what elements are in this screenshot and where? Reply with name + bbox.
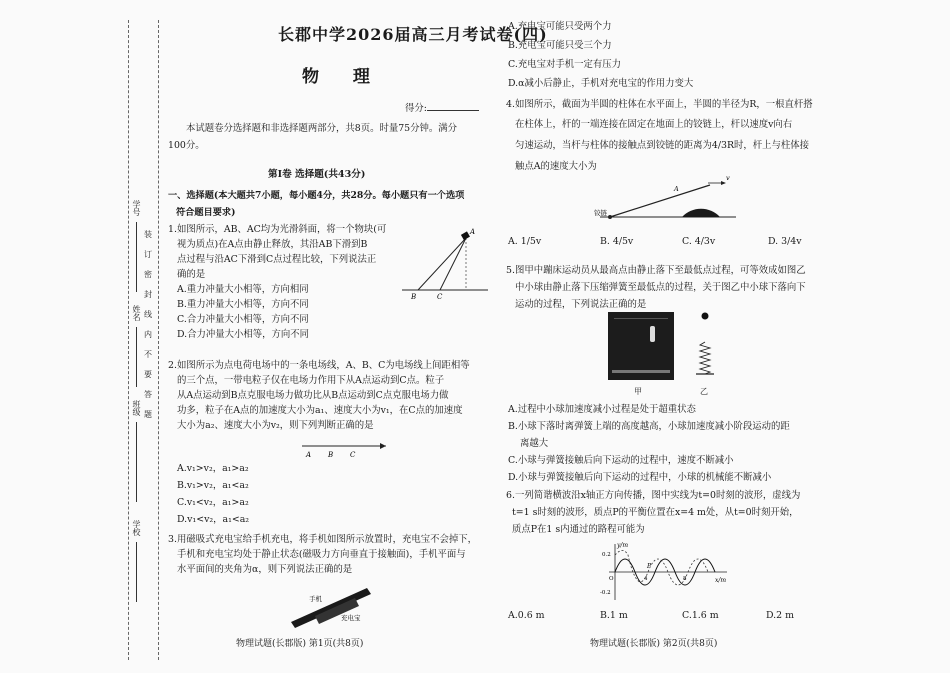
q4-label-a: A [674, 185, 679, 193]
q2-option-d[interactable]: D.v₁<v₂，a₁<a₂ [177, 514, 250, 525]
name-line [136, 327, 137, 387]
section-sub-1: 一、选择题(本大题共7小题，每小题4分，共28分。每小题只有一个选项 [168, 190, 465, 201]
dashed-line-2 [158, 20, 159, 660]
question-6 [506, 487, 800, 538]
q4-label-hinge: 铰链 [594, 209, 607, 217]
q1-option-b[interactable]: B.重力冲量大小相等，方向不同 [177, 299, 309, 310]
q4-figure [590, 175, 740, 225]
q4-hinge [608, 215, 612, 219]
q1-incline-ab [418, 238, 466, 290]
q5-figure-yi [690, 310, 720, 385]
q5-ball [702, 313, 709, 320]
q1-option-a[interactable]: A.重力冲量大小相等，方向相同 [177, 284, 309, 295]
footer-right: 物理试题(长郡版) 第2页(共8页) [590, 639, 718, 649]
q5-option-b-cont: 离越大 [520, 438, 549, 449]
q5-line: 运动的过程，下列说法正确的是 [515, 299, 647, 310]
q1-label-a: A [470, 228, 476, 236]
q4-half-cylinder [682, 209, 720, 217]
q2-line: 2.如图所示为点电荷电场中的一条电场线，A、B、C为电场线上间距相等 [168, 360, 470, 371]
q5-line: 中小球由静止落下压缩弹簧至最低点的过程，关于图乙中小球下落向下 [515, 282, 806, 293]
q6-line: 质点P在1 s内通过的路程可能为 [512, 524, 645, 535]
q6-dashed-wave [615, 551, 708, 586]
q5-option-c[interactable]: C.小球与弹簧接触后向下运动的过程中，速度不断减小 [508, 455, 734, 466]
q3-option-b[interactable]: B.充电宝可能只受三个力 [508, 40, 612, 51]
q5-photo-jia [608, 312, 674, 380]
q6-option-a[interactable]: A.0.6 m [508, 610, 545, 621]
q4-label-v: v [726, 175, 730, 182]
q2-options [177, 460, 249, 528]
q6-option-b[interactable]: B.1 m [600, 610, 628, 621]
q4-line: 匀速运动，当杆与柱体的接触点到铰链的距离为4/3R时，杆上与柱体接 [515, 140, 810, 151]
q5-label-yi: 乙 [700, 387, 708, 396]
q1-line: 点过程与沿AC下滑到C点过程比较，下列说法正 [177, 254, 377, 265]
intro-line-1: 本试题卷分选择题和非选择题两部分，共8页。时量75分钟。满分 [186, 123, 458, 134]
q6-y-tick-pos: 0.2 [602, 552, 611, 558]
exam-title: 长郡中学2026届高三月考试卷(四) [278, 25, 548, 44]
q5-option-d[interactable]: D.小球与弹簧接触后向下运动的过程中，小球的机械能不断减小 [508, 472, 772, 483]
class-label: 班级 [132, 400, 141, 416]
q6-x-label: x/m [715, 577, 727, 584]
student-no-label: 学号 [132, 200, 141, 216]
score-label: 得分: [405, 101, 479, 116]
q1-block [461, 231, 470, 240]
school-label: 学校 [132, 520, 141, 536]
q4-option-a[interactable]: A. 1/5v [508, 236, 542, 247]
q2-option-a[interactable]: A.v₁>v₂，a₁>a₂ [177, 463, 249, 474]
q2-figure [300, 440, 390, 460]
q3-option-c[interactable]: C.充电宝对手机一定有压力 [508, 59, 621, 70]
q4-option-d[interactable]: D. 3/4v [768, 236, 802, 247]
q6-line: t=1 s时刻的波形，质点P的平衡位置在x=4 m处，从t=0时刻开始， [512, 507, 799, 518]
q6-origin: O [609, 576, 614, 582]
q2-line: 功多，粒子在A点的加速度大小为a₁、速度大小为v₁，在C点的加速度 [177, 405, 463, 416]
q1-figure [400, 226, 490, 304]
q1-incline-ac [440, 238, 466, 290]
question-2 [168, 358, 470, 433]
q6-x-tick-8: 8 [683, 576, 687, 582]
q5-option-a[interactable]: A.过程中小球加速度减小过程是处于超重状态 [508, 404, 696, 415]
trampoline-bar [614, 318, 668, 319]
q4-line: 触点A的速度大小为 [515, 161, 597, 172]
subject-title: 物 理 [302, 67, 384, 87]
q3-phone [291, 588, 371, 628]
q3-line: 水平面间的夹角为α，则下列说法正确的是 [177, 564, 353, 575]
q4-option-c[interactable]: C. 4/3v [682, 236, 716, 247]
q1-option-d[interactable]: D.合力冲量大小相等，方向不同 [177, 329, 310, 340]
q1-option-c[interactable]: C.合力冲量大小相等，方向不同 [177, 314, 309, 325]
q3-figure [285, 580, 395, 630]
q3-option-a[interactable]: A.充电宝可能只受两个力 [508, 21, 612, 32]
q3-label-bank: 充电宝 [341, 614, 361, 622]
name-label: 姓名 [132, 305, 141, 321]
q2-line: 的三个点，一带电粒子仅在电场力作用下从A点运动到C点。粒子 [177, 375, 445, 386]
q5-line: 5.图甲中蹦床运动员从最高点由静止落下至最低点过程，可等效成如图乙 [506, 265, 806, 276]
jumper-figure [650, 326, 655, 342]
q2-line: 从A点运动到B点克服电场力做功比从B点运动到C点克服电场力做 [177, 390, 449, 401]
section-sub-2: 符合题目要求) [176, 207, 236, 218]
q6-y-label: y/m [617, 542, 629, 549]
question-5 [506, 262, 806, 313]
q2-label-c: C [350, 451, 356, 459]
q6-wave-figure [595, 540, 735, 604]
q4-option-b[interactable]: B. 4/5v [600, 236, 634, 247]
q3-line: 手机和充电宝均处于静止状态(磁吸力方向垂直于接触面)，手机平面与 [177, 549, 466, 560]
school-line [136, 542, 137, 602]
trampoline-bed [612, 370, 670, 373]
binding-margin [0, 0, 160, 673]
dashed-line-1 [128, 20, 129, 660]
q2-line: 大小为a₂、速度大小为v₂，则下列判断正确的是 [177, 420, 374, 431]
q5-label-jia: 甲 [634, 387, 642, 396]
q6-line: 6.一列简谐横波沿x轴正方向传播，图中实线为t=0时刻的波形，虚线为 [506, 490, 801, 501]
q4-line: 在柱体上，杆的一端连接在固定在地面上的铰链上，杆以速度v向右 [515, 119, 793, 130]
q5-option-b[interactable]: B.小球下落时离弹簧上端的高度越高，小球加速度减小阶段运动的距 [508, 421, 790, 432]
q2-option-c[interactable]: C.v₁<v₂，a₁>a₂ [177, 497, 249, 508]
q4-line: 4.如图所示，截面为半圆的柱体在水平面上，半圆的半径为R，一根直杆搭 [506, 99, 813, 110]
section-heading: 第Ⅰ卷 选择题(共43分) [268, 169, 366, 180]
q2-option-b[interactable]: B.v₁>v₂，a₁<a₂ [177, 480, 249, 491]
q6-option-d[interactable]: D.2 m [766, 610, 794, 621]
q3-line: 3.用磁吸式充电宝给手机充电，将手机如图所示放置时，充电宝不会掉下， [168, 534, 477, 545]
q6-x-tick-4: 4 [644, 576, 648, 582]
q1-line: 视为质点)在A点由静止释放，其沿AB下滑到B [177, 239, 368, 250]
intro-line-2: 100分。 [168, 140, 205, 151]
q3-options [508, 17, 693, 93]
q2-label-a: A [306, 451, 312, 459]
q1-line: 1.如图所示，AB、AC均为光滑斜面，将一个物块(可 [168, 224, 387, 235]
footer-left: 物理试题(长郡版) 第1页(共8页) [236, 639, 364, 649]
question-4 [506, 95, 813, 177]
q6-option-c[interactable]: C.1.6 m [682, 610, 719, 621]
student-no-line [136, 222, 137, 292]
q1-label-c: C [437, 293, 443, 301]
seal-text: 装 订 密 封 线 内 不 要 答 题 [144, 230, 152, 419]
q3-option-d[interactable]: D.α减小后静止，手机对充电宝的作用力变大 [508, 78, 694, 89]
q1-label-b: B [411, 293, 417, 301]
q5-spring [700, 342, 710, 374]
class-line [136, 422, 137, 502]
q5-options [508, 401, 790, 486]
question-3 [168, 532, 477, 577]
q2-arrow [380, 443, 386, 449]
question-1 [168, 222, 386, 342]
q6-y-tick-neg: -0.2 [600, 590, 611, 596]
q1-line: 确的是 [177, 269, 206, 280]
q3-label-phone: 手机 [309, 595, 322, 603]
q6-point-p: P [647, 563, 652, 570]
q2-label-b: B [328, 451, 334, 459]
